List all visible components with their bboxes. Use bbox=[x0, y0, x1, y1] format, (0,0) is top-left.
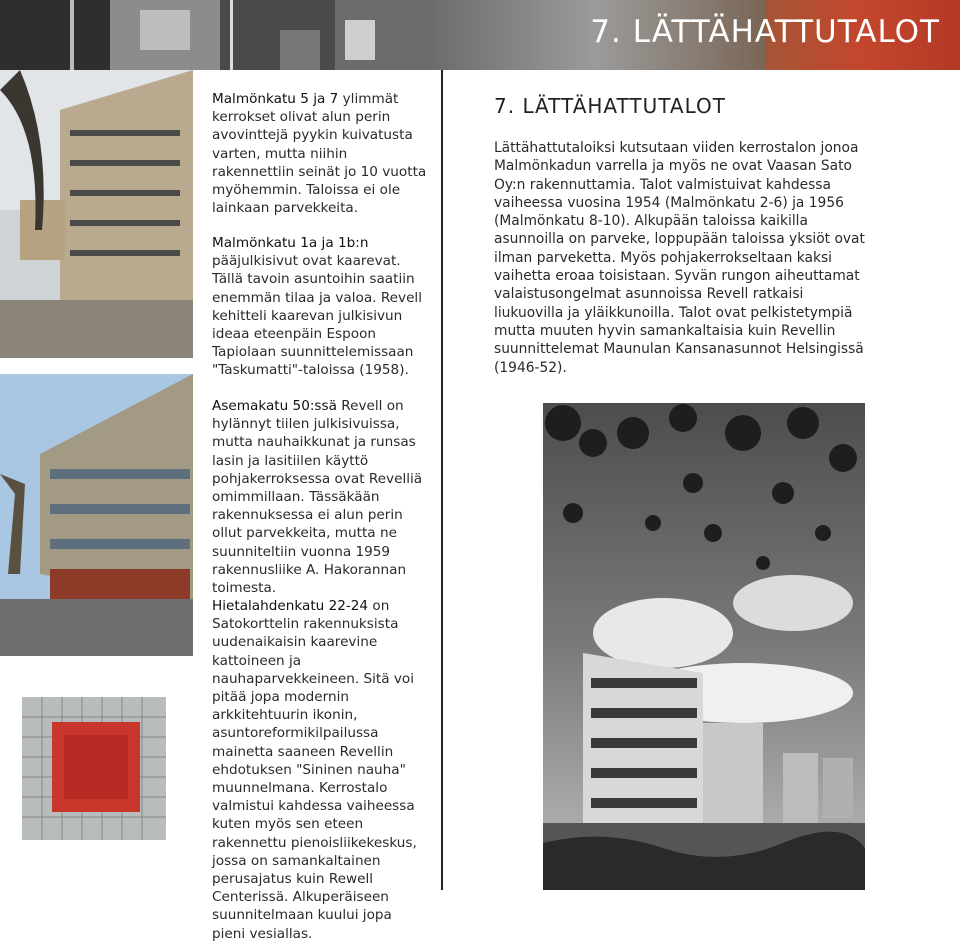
photo-malmonkatu-facade bbox=[0, 70, 193, 358]
header-banner bbox=[0, 0, 960, 70]
paragraph-lead: Malmönkatu 1a ja 1b:n bbox=[212, 235, 369, 251]
sidebar-paragraph-1 bbox=[212, 90, 427, 217]
sidebar-paragraph-2 bbox=[212, 234, 427, 380]
paragraph-text: pääjulkisivut ovat kaarevat. Tällä tavoin asuntoihin saatiin enemmän tilaa ja valoa. Revell kehitteli kaarevan julkisivun ideaa eteenpäin Espoon Tapiolaan suunnittelemissaan "Taskumatti"-taloissa (1958). bbox=[212, 253, 422, 379]
sidebar-paragraph-3 bbox=[212, 397, 427, 597]
paragraph-text: Revell on hylännyt tiilen julkisivuissa, mutta nauhaikkunat ja runsas lasin ja lasitiilen käyttö pohjakerroksessa ovat Revelliä omimmillaan. Tässäkään rakennuksessa ei alun perin ollut parvekkeita, mutta ne suunniteltiin vuonna 1959 rakennusliike A. Hakorannan toimesta. bbox=[212, 398, 423, 597]
paragraph-text: on Satokorttelin rakennuksista uudenaikaisin kaarevine kattoineen ja nauhaparvekkeineen. Sitä voi pitää jopa modernin arkkitehtuurin ikonin, asuntoreformikilpailussa mainetta saaneen Revellin ehdotuksen "Sininen nauha" muunnelmana. Kerrostalo valmistui kahdessa vaiheessa kuten myös sen eteen rakennettu pienoisliikekeskus, jossa on samankaltainen perusajatus kuin Rewell Centerissä. Alkuperäiseen suunnitelmaan kuului jopa pieni vesiallas. bbox=[212, 598, 417, 942]
paragraph-lead: Asemakatu 50:ssä bbox=[212, 398, 337, 414]
photo-bw-buildings-sky bbox=[543, 403, 865, 890]
sidebar-paragraph-4 bbox=[212, 597, 427, 943]
paragraph-lead: Hietalahdenkatu 22-24 bbox=[212, 598, 369, 614]
paragraph-text: ylimmät kerrokset olivat alun perin avovinttejä pyykin kuivatusta varten, mutta niihin rakennettiin seinät jo 10 vuotta myöhemmin. Taloissa ei ole lainkaan parvekkeita. bbox=[212, 91, 427, 217]
photo-asemakatu-facade bbox=[0, 374, 193, 656]
paragraph-lead: Malmönkatu 5 ja 7 bbox=[212, 91, 339, 107]
section-body: Lättähattutaloiksi kutsutaan viiden kerrostalon jonoa Malmönkadun varrella ja myös ne ovat Vaasan Sato Oy:n rakennuttamia. Talot valmistuivat kahdessa vaiheessa vuosina 1954 (Malmönkatu 2-6) ja 1956 (Malmönkatu 8-10). Alkupään taloissa kaikilla asunnoilla on parveke, loppupään taloissa yksiöt ovat ilman parveketta. Myös pohjakerrokseltaan kaksi vaihetta eroaa toisistaan. Syvän rungon aiheuttamat valaistusongelmat asunnoissa Revell ratkaisi liukuovilla ja yläikkunoilla. Talot ovat pelkistetympiä mutta muuten hyvin samankaltaisia kuin Revellin suunnittelemat Maunulan Kansanasunnot Helsingissä (1946-52). bbox=[494, 140, 865, 376]
column-divider bbox=[441, 70, 443, 890]
section-title: 7. LÄTTÄHATTUTALOT bbox=[494, 94, 727, 118]
photo-red-window-glassblock bbox=[22, 697, 166, 840]
banner-title: 7. LÄTTÄHATTUTALOT bbox=[590, 14, 940, 50]
